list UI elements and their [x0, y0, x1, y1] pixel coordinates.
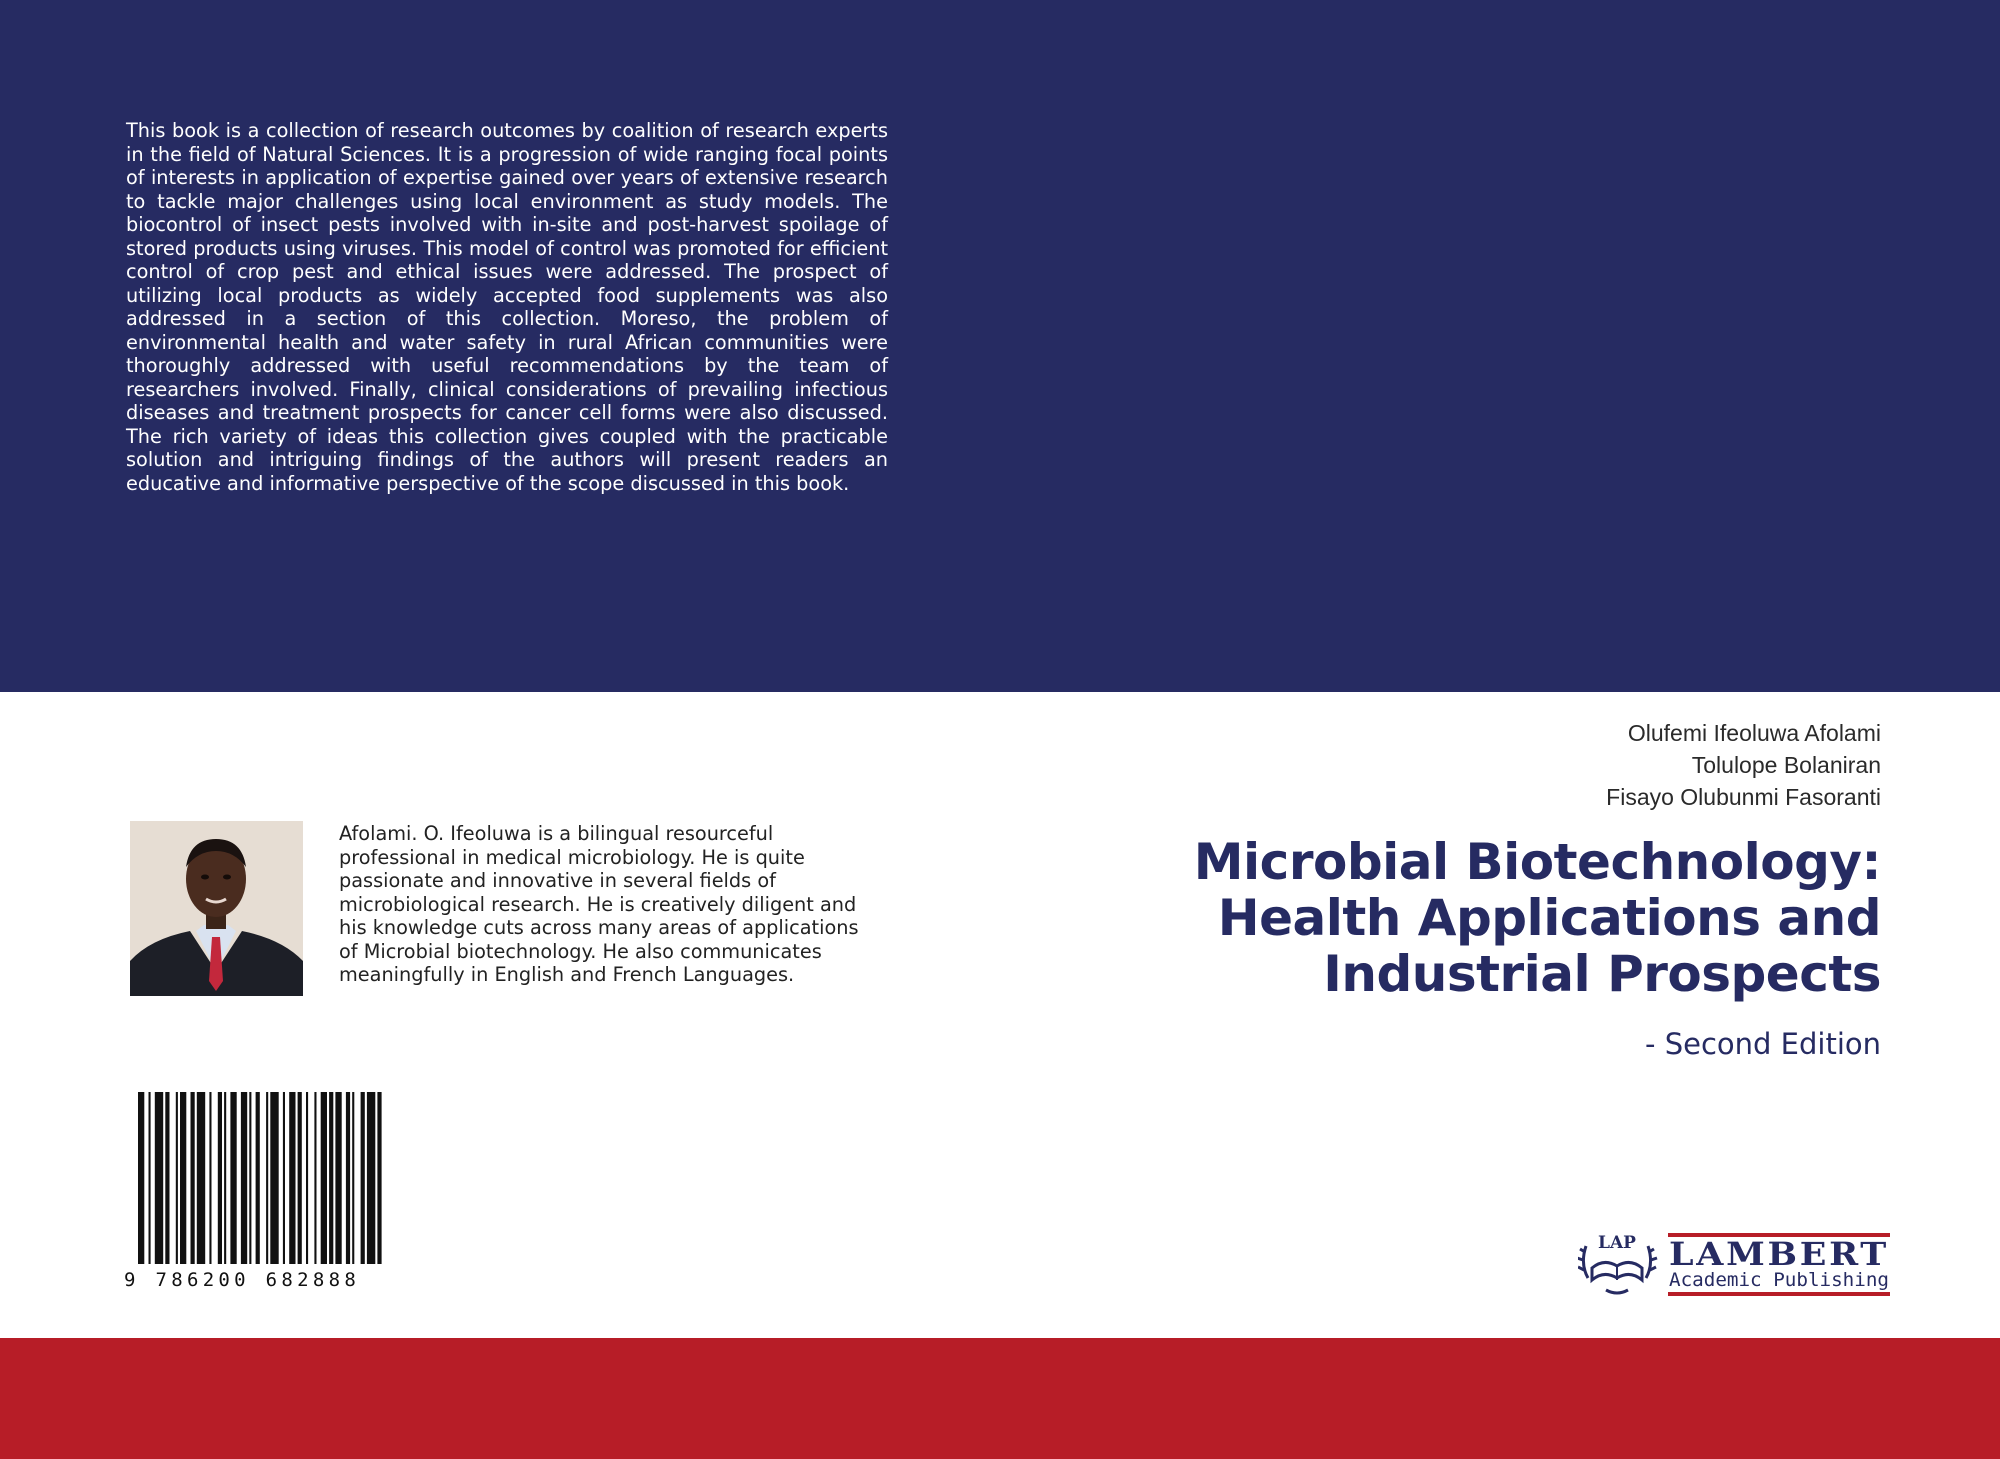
open-book-laurel-logo-icon — [1578, 1228, 1892, 1300]
bio-line: meaningfully in English and French Languages. — [339, 963, 795, 986]
barcode-bar — [209, 1092, 211, 1264]
barcode-bar — [191, 1092, 195, 1264]
bio-line: passionate and innovative in several fields of — [339, 869, 776, 892]
barcode-bar — [361, 1092, 365, 1264]
isbn-digits: 9 786200 682888 — [124, 1269, 361, 1291]
bio-line: microbiological research. He is creatively diligent and — [339, 892, 857, 916]
publisher-monogram: LAP — [1598, 1233, 1636, 1253]
publisher-tagline: Academic Publishing — [1669, 1269, 1889, 1291]
author-photo — [130, 821, 303, 996]
barcode-bar — [270, 1092, 278, 1264]
barcode-bar — [377, 1092, 381, 1264]
author-name: Tolulope Bolaniran — [1691, 752, 1881, 778]
author-name: Olufemi Ifeoluwa Afolami — [1627, 720, 1881, 746]
barcode-bar — [165, 1092, 169, 1264]
barcode-bar — [283, 1092, 285, 1264]
barcode-bar — [367, 1092, 375, 1264]
barcode-bar — [256, 1092, 260, 1264]
edition-label: - Second Edition — [1645, 1027, 1881, 1061]
barcode-bar — [197, 1092, 205, 1264]
bio-line: his knowledge cuts across many areas of applications — [339, 916, 859, 939]
barcode-bar — [346, 1092, 350, 1264]
author-bio — [339, 822, 899, 987]
barcode-bar — [176, 1092, 178, 1264]
bio-line: of Microbial biotechnology. He also communicates — [339, 939, 822, 963]
barcode-bar — [155, 1092, 163, 1264]
barcode-bar — [224, 1092, 226, 1264]
author-name: Fisayo Olubunmi Fasoranti — [1606, 784, 1881, 810]
barcode-bar — [335, 1092, 341, 1264]
barcode-icon — [124, 1092, 464, 1292]
bio-line: Afolami. O. Ifeoluwa is a bilingual resourceful — [339, 822, 774, 845]
publisher-logo — [1578, 1228, 1892, 1300]
front-cover-red-band — [0, 1338, 2000, 1459]
title-line: Industrial Prospects — [1323, 945, 1881, 1003]
barcode-bar — [314, 1092, 316, 1264]
publisher-name: LAMBERT — [1669, 1235, 1889, 1273]
barcode-bar — [249, 1092, 251, 1264]
barcode-bar — [218, 1092, 222, 1264]
barcode-bar — [329, 1092, 333, 1264]
barcode-bar — [230, 1092, 236, 1264]
barcode-bar — [266, 1092, 268, 1264]
book-blurb: This book is a collection of research outcomes by coalition of research experts in the field of Natural Sciences. It is a progression of wide ranging focal points of interests in application of expertise gained over years of extensive research to tackle major challenges using local environment as study models. The biocontrol of insect pests involved with in-site and post-harvest spoilage of stored products using viruses. This model of control was promoted for efficient control of crop pest and ethical issues were addressed. The prospect of utilizing local products as widely accepted food supplements was also addressed in a section of this collection. Moreso, the problem of environmental health and water safety in rural African communities were thoroughly addressed with useful recommendations by the team of researchers involved. Finally, clinical considerations of prevailing infectious diseases and treatment prospects for cancer cell forms were also discussed. The rich variety of ideas this collection gives coupled with the practicable solution and intriguing findings of the authors will present readers an educative and informative perspective of the scope discussed in this book. — [126, 119, 888, 495]
isbn-barcode — [124, 1092, 464, 1292]
author-portrait-icon — [130, 821, 303, 996]
barcode-bar — [149, 1092, 151, 1264]
barcode-bar — [352, 1092, 354, 1264]
back-cover-navy-band — [0, 0, 2000, 692]
barcode-bar — [321, 1092, 327, 1264]
author-list — [1181, 717, 1881, 813]
barcode-bar — [241, 1092, 247, 1264]
barcode-bar — [289, 1092, 295, 1264]
bio-line: professional in medical microbiology. He is quite — [339, 845, 805, 869]
title-line: Microbial Biotechnology: — [1193, 833, 1881, 891]
barcode-bar — [298, 1092, 302, 1264]
barcode-bar — [306, 1092, 308, 1264]
book-title — [1061, 834, 1881, 1002]
title-line: Health Applications and — [1217, 889, 1881, 947]
barcode-bar — [138, 1092, 144, 1264]
barcode-bar — [180, 1092, 186, 1264]
